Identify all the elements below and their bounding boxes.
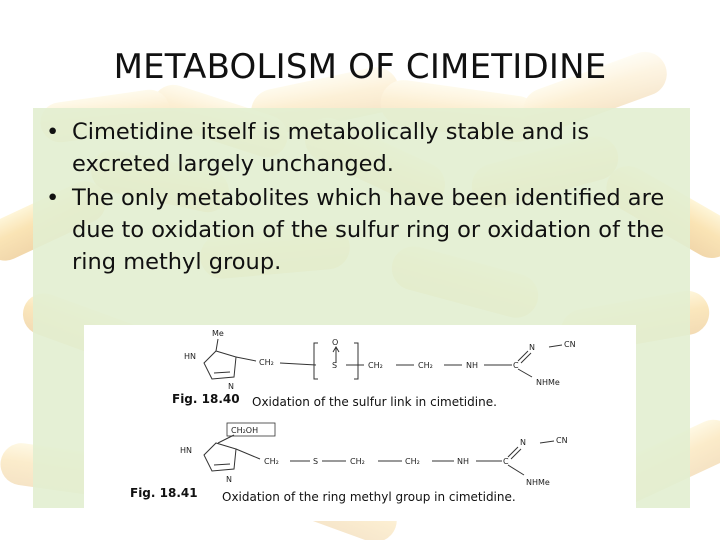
- sulfur-label: S: [313, 457, 319, 466]
- imine-n-label: N: [520, 438, 526, 447]
- oxygen-label: O: [332, 338, 339, 347]
- carbon-label: C: [513, 361, 519, 370]
- hn-label: HN: [180, 446, 192, 455]
- ch2oh-label: CH₂OH: [231, 426, 259, 435]
- ch2-label: CH₂: [259, 358, 274, 367]
- nh-label: NH: [466, 361, 478, 370]
- nhme-label: NHMe: [526, 478, 550, 487]
- sulfur-label: S: [332, 361, 338, 370]
- fig-caption: Oxidation of the sulfur link in cimetidine.: [252, 395, 497, 409]
- bullet-symbol: •: [46, 185, 60, 211]
- imine-n-label: N: [529, 343, 535, 352]
- nh-label: NH: [457, 457, 469, 466]
- cyano-label: CN: [564, 340, 576, 349]
- methyl-label: Me: [212, 329, 224, 338]
- ch2-label: CH₂: [368, 361, 383, 370]
- hn-label: HN: [184, 352, 196, 361]
- ring-n-label: N: [226, 475, 232, 484]
- bullet-item: [42, 116, 682, 180]
- bullet-text: Cimetidine itself is metabolically stable and is excreted largely unchanged.: [72, 119, 590, 177]
- ch2-label: CH₂: [350, 457, 365, 466]
- bullet-symbol: •: [46, 119, 60, 145]
- chemical-structures-figure: [84, 325, 636, 521]
- cyano-label: CN: [556, 436, 568, 445]
- nhme-label: NHMe: [536, 378, 560, 387]
- structures-drawing: [84, 325, 636, 521]
- bullet-text: The only metabolites which have been identified are due to oxidation of the sulfur ring or oxidation of the ring methyl group.: [72, 185, 665, 275]
- carbon-label: C: [503, 457, 509, 466]
- ch2-label: CH₂: [418, 361, 433, 370]
- fig-caption: Oxidation of the ring methyl group in cimetidine.: [222, 490, 516, 504]
- ch2-label: CH₂: [264, 457, 279, 466]
- ring-n-label: N: [228, 382, 234, 391]
- fig-number: Fig. 18.41: [130, 486, 198, 500]
- slide-title: METABOLISM OF CIMETIDINE: [113, 47, 607, 87]
- ch2-label: CH₂: [405, 457, 420, 466]
- fig-number: Fig. 18.40: [172, 392, 240, 406]
- bullet-list: [42, 116, 682, 280]
- bullet-item: [42, 182, 682, 278]
